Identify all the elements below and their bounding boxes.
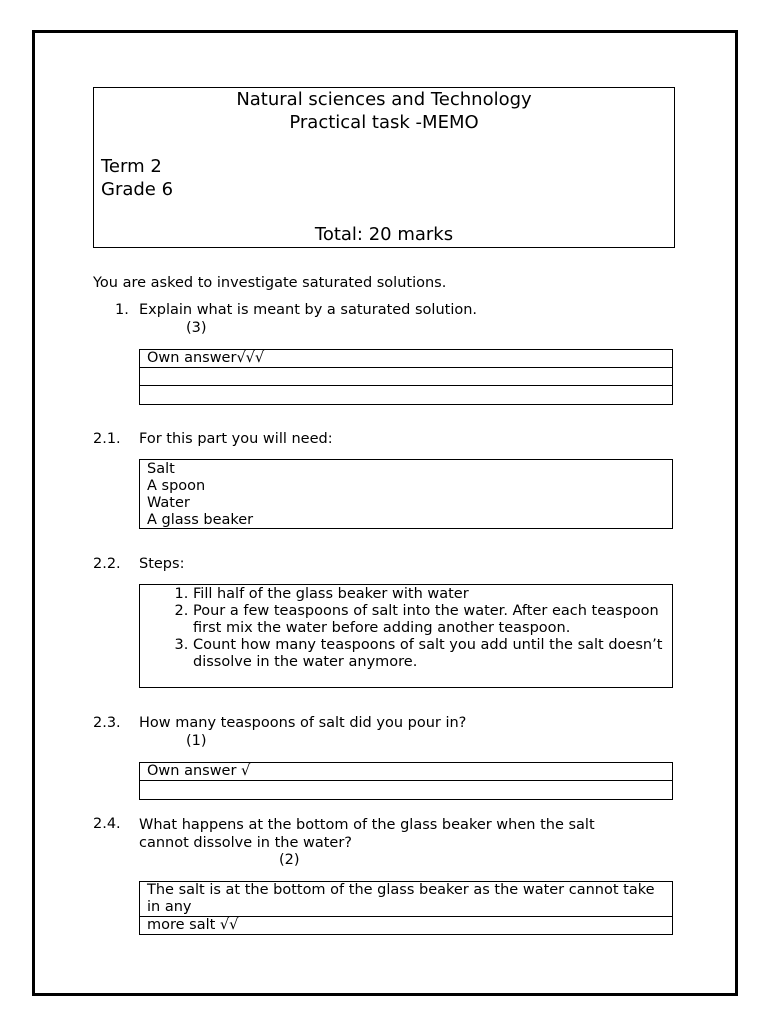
q2-3-number: 2.3. <box>93 715 121 731</box>
materials-box <box>139 459 673 529</box>
step-item: 1. Fill half of the glass beaker with water <box>193 586 672 603</box>
q2-4-number: 2.4. <box>93 816 121 832</box>
document-title <box>94 88 674 134</box>
q2-3-text: How many teaspoons of salt did you pour in? <box>139 715 467 731</box>
q2-4-answer-table <box>139 881 673 935</box>
q1-answer-table <box>139 349 673 405</box>
q2-3-answer-table <box>139 762 673 800</box>
q2-2-text: Steps: <box>139 556 185 572</box>
answer-row: more salt √√ <box>147 917 239 933</box>
q2-3-marks: (1) <box>186 733 207 749</box>
grade-label: Grade 6 <box>101 179 174 200</box>
step-item: 3. Count how many teaspoons of salt you add until the salt doesn’t dissolve in the water anymore. <box>193 637 672 671</box>
answer-row: The salt is at the bottom of the glass beaker as the water cannot take in any <box>140 882 672 917</box>
list-item: A glass beaker <box>147 512 254 528</box>
header-box <box>93 87 675 248</box>
answer-row <box>140 781 672 799</box>
answer-row: Own answer √ <box>140 763 672 781</box>
q2-4-marks: (2) <box>279 852 300 868</box>
q2-4-text-line-1: What happens at the bottom of the glass beaker when the salt <box>139 817 595 833</box>
q1-marks: (3) <box>186 320 207 336</box>
list-item: A spoon <box>147 478 206 494</box>
q2-4-text-line-2: cannot dissolve in the water? <box>139 835 352 851</box>
answer-row: Own answer√√√ <box>140 350 672 368</box>
title-line-1: Natural sciences and Technology <box>236 89 532 110</box>
answer-row <box>140 386 672 404</box>
steps-box <box>139 584 673 688</box>
step-item: 2. Pour a few teaspoons of salt into the water. After each teaspoon first mix the water before adding another teaspoon. <box>193 603 672 637</box>
materials-list <box>140 460 672 530</box>
q2-2-number: 2.2. <box>93 556 121 572</box>
answer-row <box>140 368 672 386</box>
title-line-2: Practical task -MEMO <box>289 112 479 133</box>
q2-1-text: For this part you will need: <box>139 431 333 447</box>
q2-4-text <box>139 816 595 852</box>
term-grade <box>101 155 173 201</box>
list-item: Water <box>147 495 190 511</box>
total-marks: Total: 20 marks <box>314 224 454 245</box>
steps-list <box>140 586 672 671</box>
term-label: Term 2 <box>101 156 162 177</box>
q1-text: Explain what is meant by a saturated solution. <box>139 302 478 318</box>
intro-text: You are asked to investigate saturated solutions. <box>93 275 447 291</box>
list-item: Salt <box>147 461 175 477</box>
q2-1-number: 2.1. <box>93 431 121 447</box>
q1-number: 1. <box>115 302 129 318</box>
